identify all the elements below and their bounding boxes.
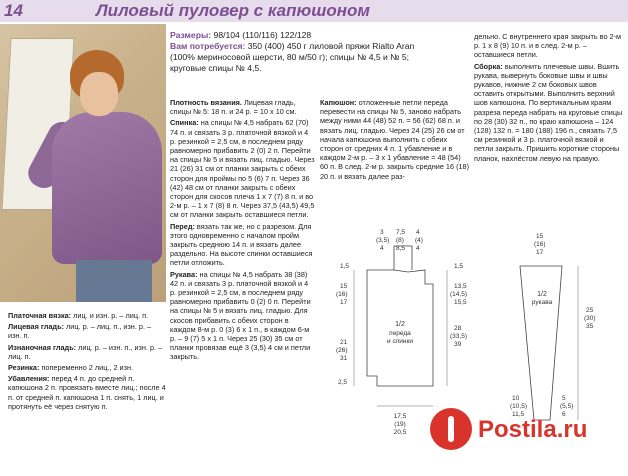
paragraph: Перед: вязать так же, но с разрезом. Для этого одновременно с началом пройм закрыть среднюю 14 п. и вязать далее раздельно. На высоте спинки оставшиеся петли отложить. xyxy=(170,221,313,268)
dim-top: (4) xyxy=(415,237,423,244)
legend-item: Платочная вязка: лиц. и изн. р. – лиц. п. xyxy=(8,311,149,320)
dim-sleeve-side: 25 xyxy=(586,307,594,314)
dim-top: (8) xyxy=(396,237,404,244)
dim-top: 8,5 xyxy=(396,245,406,252)
dim-middle: 1,5 xyxy=(454,263,464,270)
dim-sleeve-side: (30) xyxy=(584,315,596,322)
dim-sleeve-top: (16) xyxy=(534,241,546,248)
dim-sleeve-bottom: (10,5) xyxy=(510,403,527,410)
need-label: Вам потребуется: xyxy=(170,41,246,51)
sweater-photo xyxy=(0,24,166,302)
dim-top: 4 xyxy=(380,245,384,252)
dim-left: (26) xyxy=(336,347,348,354)
paragraph: Капюшон: отложенные петли переда перевести на спицы № 5, заново набрать между ними 44 (48) 52 п. = 56 (62) 68 п. и вязать лиц. гладью. Через 24 (25) 26 см от начала капюшона выполнить с обеих сторон от средних 4 п. 1 убавление и в каждом 2-м р. – 3 х 1 убавление = 48 (54) 60 п. В след. 2-м р. закрыть средние 16 (18) 20 п. и вязать далее раз- xyxy=(320,98,470,181)
body-label-3: и спинки xyxy=(387,338,413,345)
paragraph: Сборка: выполнить плечевые швы. Вшить рукава, вывернуть боковые швы и швы рукавов, нижние 2 см боковых швов оставить открытыми. Выполнить верхний шов капюшона. По вертикальным краям разреза переда набрать на круговые спицы по 28 (30) 32 п., по краю капюшона – 124 (128) 132 п. = 180 (188) 196 п., связать 7,5 см резинкой и 3 р. платочной вязкой и петли закрыть. Пришить короткие стороны планок, нахлёстом левую на правую. xyxy=(474,61,623,163)
dim-top: 7,5 xyxy=(396,229,406,236)
dim-middle: 39 xyxy=(454,341,462,348)
dim-left: 15 xyxy=(340,283,348,290)
dim-left: 17 xyxy=(340,299,348,306)
jeans-shape xyxy=(76,260,152,302)
paragraph: Спинка: на спицы № 4,5 набрать 62 (70) 74 п. и связать 3 р. платочной вязкой и 4 р. резинкой = 2,5 см, в последнем ряду равномерно прибавить 2 (0) 2 п. Перейти на спицы № 5 и вязать лиц. гладью. Через 21 (26) 31 см от планки закрыть с обеих сторон для проймы по 5 (6) 7 п. Через 36 (42) 48 см от планки закрыть с обеих сторон для скосов плеча 1 х 7 (7) 8 п. и во 2-м р. – 1 х 7 (8) 8 п. Через 37,5 (43,5) 49,5 см от планки закрыть оставшиеся петли. xyxy=(170,118,315,220)
instructions-column-2 xyxy=(320,98,470,183)
sleeve-outline xyxy=(520,266,562,420)
instructions-column-1 xyxy=(170,98,316,364)
dim-middle: 13,5 xyxy=(454,283,467,290)
dim-sleeve-side: 35 xyxy=(586,323,594,330)
body-outline xyxy=(367,270,433,386)
dim-middle: 28 xyxy=(454,325,462,332)
body-label-1: 1/2 xyxy=(395,321,405,328)
dim-middle: (14,5) xyxy=(450,291,467,298)
dim-sleeve-bottom: 11,5 xyxy=(512,411,525,418)
stitch-legend xyxy=(8,311,166,413)
paragraph: дельно. С внутреннего края закрыть во 2-м р. 1 х 8 (9) 10 п. и в след. 2-м р. – оставшиеся петли. xyxy=(474,32,622,60)
child-face-shape xyxy=(80,72,118,116)
dim-top: 4 xyxy=(416,245,420,252)
sizes-label: Размеры: xyxy=(170,30,212,40)
watermark xyxy=(420,404,628,468)
legend-item: Убавления: перед 4 п. до средней п. капюшона 2 п. провязать вместе лиц.; после 4 п. от средней п. капюшона 1 п. снять, 1 лиц. и протянуть её через снятую п. xyxy=(8,374,166,411)
pin-icon xyxy=(430,408,472,450)
dim-top: 3 xyxy=(380,229,384,236)
dim-middle: 15,5 xyxy=(454,299,467,306)
paragraph: Плотность вязания. Лицевая гладь, спицы № 5: 18 п. и 24 р. = 10 х 10 см. xyxy=(170,98,297,117)
dim-left: (16) xyxy=(336,291,348,298)
sweater-shape xyxy=(52,112,162,264)
paragraph: Рукава: на спицы № 4,5 набрать 38 (38) 42 п. и связать 3 р. платочной вязкой и 4 р. резинкой = 2,5 см, в последнем ряду равномерно прибавить 0 (2) 0 п. Перейти на спицы № 5 и вязать лиц. гладью. Для скосов прибавить с обеих сторон в каждом 8-м р. 0 (3) 6 х 1 п., в каждом 6-м р. – 9 (7) 5 х 1 п. Через 25 (30) 35 см от планки провязав ещё 3 (3,5) 4 см и петли закрыть. xyxy=(170,269,311,362)
sizes-value: 98/104 (110/116) 122/128 xyxy=(213,30,312,40)
dim-bottom: 20,5 xyxy=(393,429,407,436)
sleeve-label-1: 1/2 xyxy=(537,291,547,298)
instructions-column-3 xyxy=(474,32,624,165)
dim-bottom: (19) xyxy=(394,421,406,428)
dim-left: 2,5 xyxy=(338,379,348,386)
legend-item: Изнаночная гладь: лиц. р. – изн. п., изн. р. – лиц. п. xyxy=(8,342,163,361)
page-title: Лиловый пуловер с капюшоном xyxy=(96,1,370,20)
watermark-text: Postila.ru xyxy=(478,416,588,443)
dim-left: 31 xyxy=(340,355,348,362)
dim-left: 1,5 xyxy=(340,263,350,270)
dim-sleeve-bottom: (5,5) xyxy=(560,403,574,410)
dim-left: 21 xyxy=(340,339,348,346)
dim-sleeve-bottom: 10 xyxy=(512,395,520,402)
need-value: 350 (400) 450 г лиловой пряжи Rialto Aran (100% мериносовой шерсти, 80 м/50 г); спицы № 4,5 и № 5; круговые спицы № 4,5. xyxy=(170,41,415,73)
dim-bottom: 17,5 xyxy=(393,413,407,420)
dim-sleeve-top: 17 xyxy=(536,249,544,256)
dim-sleeve-bottom: 6 xyxy=(562,411,566,418)
dim-middle: (33,5) xyxy=(450,333,467,340)
legend-item: Лицевая гладь: лиц. р. – лиц. п., изн. р. – изн. п. xyxy=(8,322,152,341)
sleeve-label-2: рукава xyxy=(531,299,553,306)
materials-block xyxy=(170,30,440,74)
body-label-2: переда xyxy=(389,330,411,337)
page-number: 14 xyxy=(4,1,23,20)
dim-top: (3,5) xyxy=(376,237,390,244)
dim-top: 4 xyxy=(416,229,420,236)
dim-sleeve-top: 15 xyxy=(536,233,544,240)
page-header xyxy=(0,0,628,22)
dim-sleeve-bottom: 5 xyxy=(562,395,566,402)
legend-item: Резинка: попеременно 2 лиц., 2 изн. xyxy=(8,363,134,373)
